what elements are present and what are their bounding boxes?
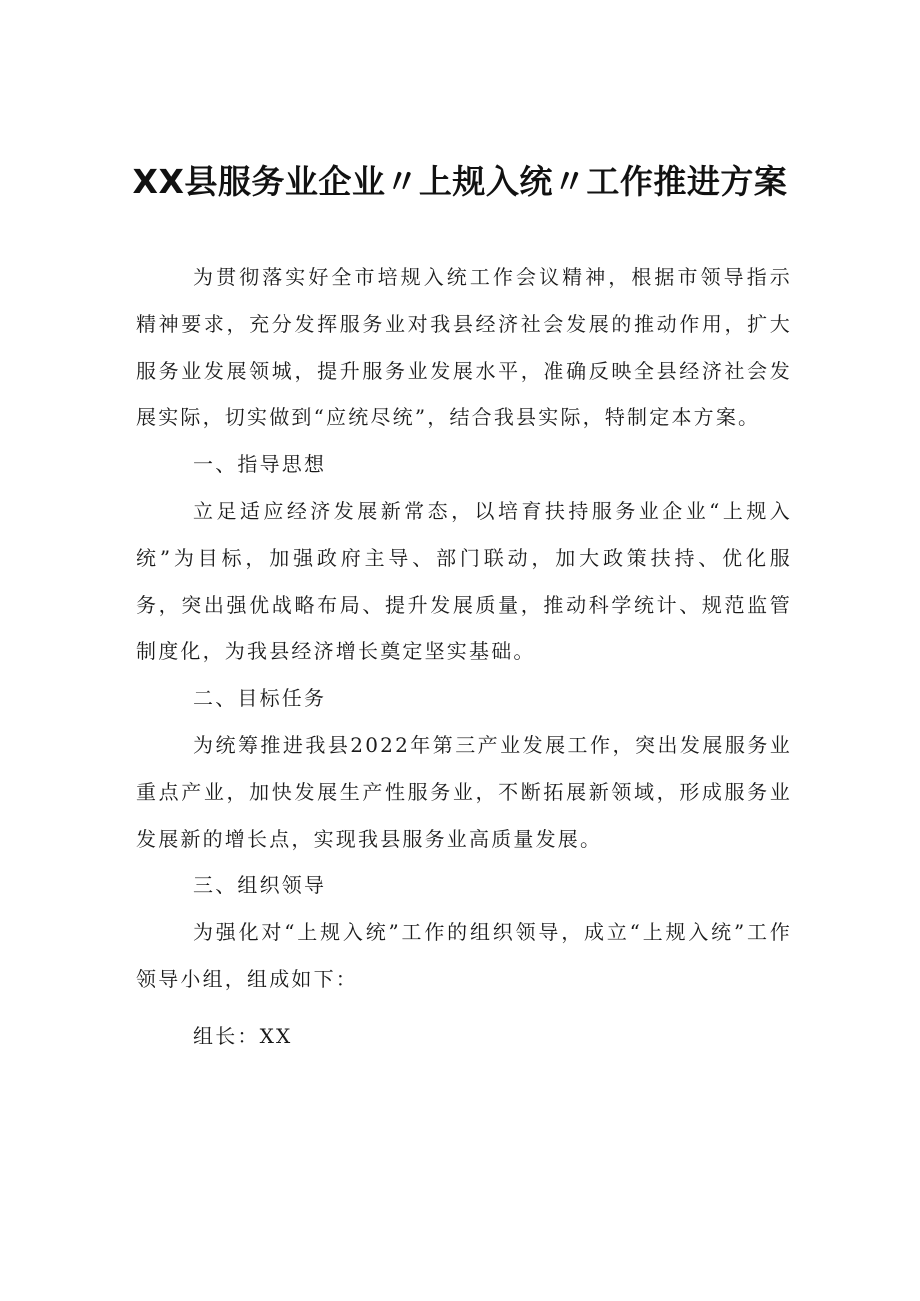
intro-paragraph: 为贯彻落实好全市培规入统工作会议精神，根据市领导指示精神要求，充分发挥服务业对我县经济社会发展的推动作用，扩大服务业发展领城，提升服务业发展水平，准确反映全县经济社会发展实际，切实做到“应统尽统”，结合我县实际，特制定本方案。 <box>136 265 792 430</box>
section-heading-guiding-ideology: 一、指导思想 <box>193 452 327 477</box>
guiding-ideology-paragraph: 立足适应经济发展新常态，以培育扶持服务业企业“上规入统”为目标，加强政府主导、部门联动，加大政策扶持、优化服务，突出强优战略布局、提升发展质量，推动科学统计、规范监管制度化，为我县经济增长奠定坚实基础。 <box>136 498 792 664</box>
goals-tasks-paragraph: 为统筹推进我县2022年第三产业发展工作，突出发展服务业重点产业，加快发展生产性服务业，不断拓展新领域，形成服务业发展新的增长点，实现我县服务业高质量发展。 <box>136 732 792 851</box>
organization-paragraph: 为强化对“上规入统”工作的组织领导，成立“上规入统”工作领导小组，组成如下： <box>136 920 792 991</box>
section-heading-organization: 三、组织领导 <box>193 873 327 898</box>
group-leader-line: 组长：XX <box>193 1023 293 1048</box>
document-title: XX县服务业企业〃上规入统〃工作推进方案 <box>132 162 788 201</box>
document-body <box>136 254 792 1060</box>
section-heading-goals-tasks: 二、目标任务 <box>193 686 327 711</box>
